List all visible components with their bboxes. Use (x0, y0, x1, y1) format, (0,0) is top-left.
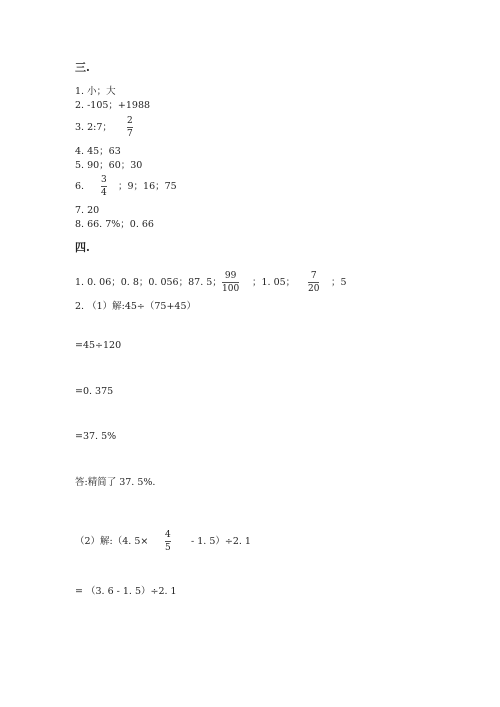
s3-line-6-fraction (101, 175, 107, 198)
s4-line-2: 2. （1）解:45÷（75+45） (75, 301, 197, 312)
s4-part-2-step-1: = （3. 6 - 1. 5）÷2. 1 (75, 586, 177, 597)
s4-step-1: =45÷120 (75, 340, 122, 351)
fraction-bar (127, 127, 133, 128)
s3-line-3: 3. 2:7； (75, 122, 112, 133)
fraction-denominator: 100 (222, 284, 240, 294)
s3-line-6-label: 6. (75, 181, 85, 192)
section-4-heading: 四. (75, 241, 90, 254)
fraction-denominator: 7 (127, 129, 133, 139)
s3-line-4: 4. 45；63 (75, 146, 121, 157)
fraction-bar (165, 541, 171, 542)
fraction-numerator: 7 (310, 271, 317, 281)
s4-line-1-start: 1. 0. 06；0. 8；0. 056；87. 5； (75, 277, 222, 288)
s4-part-2-fraction (165, 530, 171, 553)
fraction-denominator: 4 (101, 188, 107, 198)
fraction-denominator: 5 (165, 543, 171, 553)
s3-line-1: 1. 小；大 (75, 86, 116, 97)
s4-answer: 答:精简了 37. 5%. (75, 477, 156, 488)
fraction-bar (222, 282, 239, 283)
s4-step-3: =37. 5% (75, 431, 117, 442)
s3-line-8: 8. 66. 7%；0. 66 (75, 219, 154, 230)
s3-line-3-fraction (127, 116, 133, 139)
s4-part-2-end: - 1. 5）÷2. 1 (191, 536, 251, 547)
s3-line-5: 5. 90；60；30 (75, 160, 143, 171)
s4-step-2: =0. 375 (75, 386, 114, 397)
fraction-numerator: 4 (165, 530, 171, 540)
s3-line-7: 7. 20 (75, 205, 100, 216)
fraction-bar (308, 282, 319, 283)
s4-line-1-fraction-2 (308, 271, 319, 294)
s4-line-1-end: ；5 (331, 277, 347, 288)
fraction-numerator: 99 (224, 271, 237, 281)
fraction-bar (101, 186, 107, 187)
s4-line-1-fraction-1 (222, 271, 239, 294)
s3-line-2: 2. -105；+1988 (75, 100, 151, 111)
section-3-heading: 三. (75, 61, 90, 74)
fraction-numerator: 3 (101, 175, 107, 185)
s3-line-6-rest: ；9；16；75 (118, 181, 177, 192)
s4-line-1-middle: ；1. 05； (252, 277, 296, 288)
fraction-denominator: 20 (308, 284, 320, 294)
s4-part-2-start: （2）解:（4. 5× (75, 536, 149, 547)
fraction-numerator: 2 (127, 116, 133, 126)
